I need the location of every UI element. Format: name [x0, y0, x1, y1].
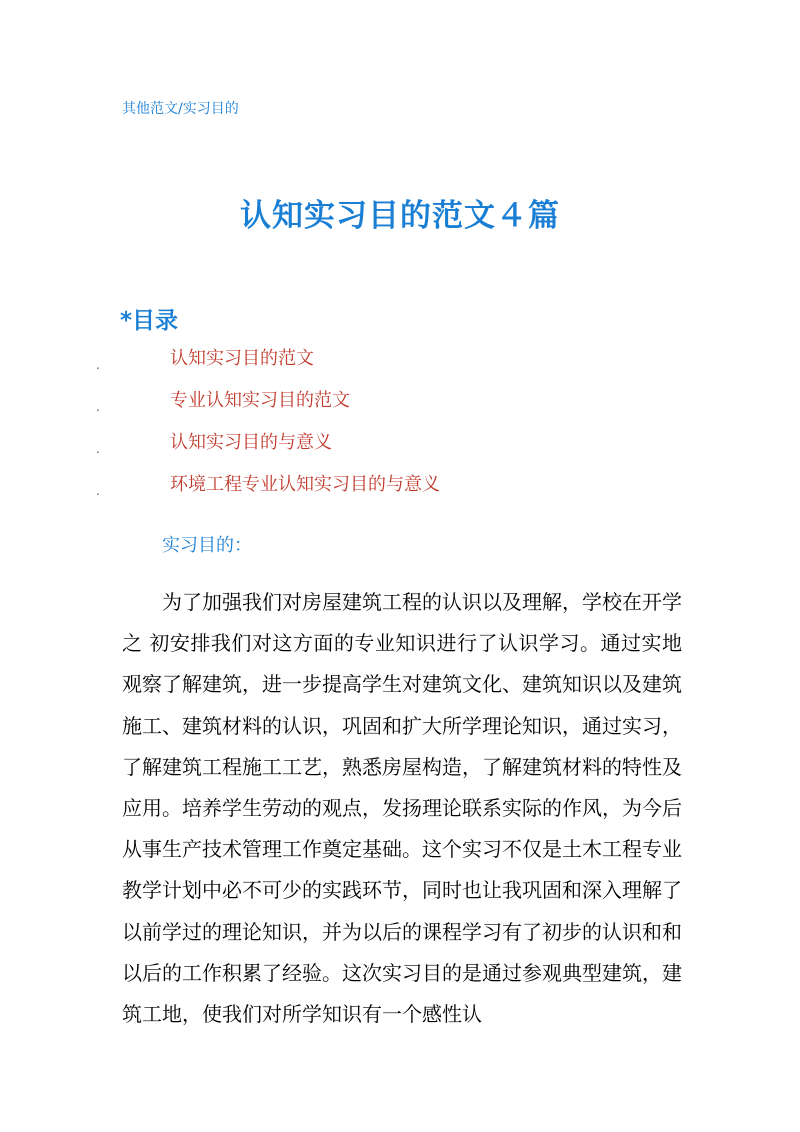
toc-item — [0, 344, 800, 386]
breadcrumb[interactable]: 其他范文/实习目的 — [122, 101, 239, 117]
toc-item — [0, 470, 800, 512]
toc-link[interactable]: 环境工程专业认知实习目的与意义 — [170, 474, 440, 495]
toc-heading: *目录 — [120, 308, 179, 334]
page-title: 认知实习目的范文４篇 — [240, 198, 560, 234]
toc-bullet: . — [96, 484, 100, 498]
toc-bullet: . — [96, 442, 100, 456]
section-heading: 实习目的： — [162, 535, 252, 556]
toc-list — [0, 344, 800, 512]
toc-bullet: . — [96, 358, 100, 372]
body-paragraph: 为了加强我们对房屋建筑工程的认识以及理解，学校在开学之 初安排我们对这方面的专业知识进行了认识学习。通过实地观察了解建筑，进一步提高学生对建筑文化、建筑知识以及建筑施工、建筑材料的认识，巩固和扩大所学理论知识，通过实习，了解建筑工程施工工艺，熟悉房屋构造，了解建筑材料的特性及应用。培养学生劳动的观点，发扬理论联系实际的作风，为今后从事生产技术管理工作奠定基础。这个实习不仅是土木工程专业教学计划中必不可少的实践环节，同时也让我巩固和深入理解了以前学过的理论知识，并为以后的课程学习有了初步的认识和和以后的工作积累了经验。这次实习目的是通过参观典型建筑，建筑工地，使我们对所学知识有一个感性认 — [122, 590, 682, 1027]
toc-link[interactable]: 认知实习目的范文 — [170, 348, 314, 369]
toc-item — [0, 386, 800, 428]
toc-bullet: . — [96, 400, 100, 414]
toc-link[interactable]: 专业认知实习目的范文 — [170, 390, 350, 411]
toc-link[interactable]: 认知实习目的与意义 — [170, 432, 332, 453]
toc-item — [0, 428, 800, 470]
